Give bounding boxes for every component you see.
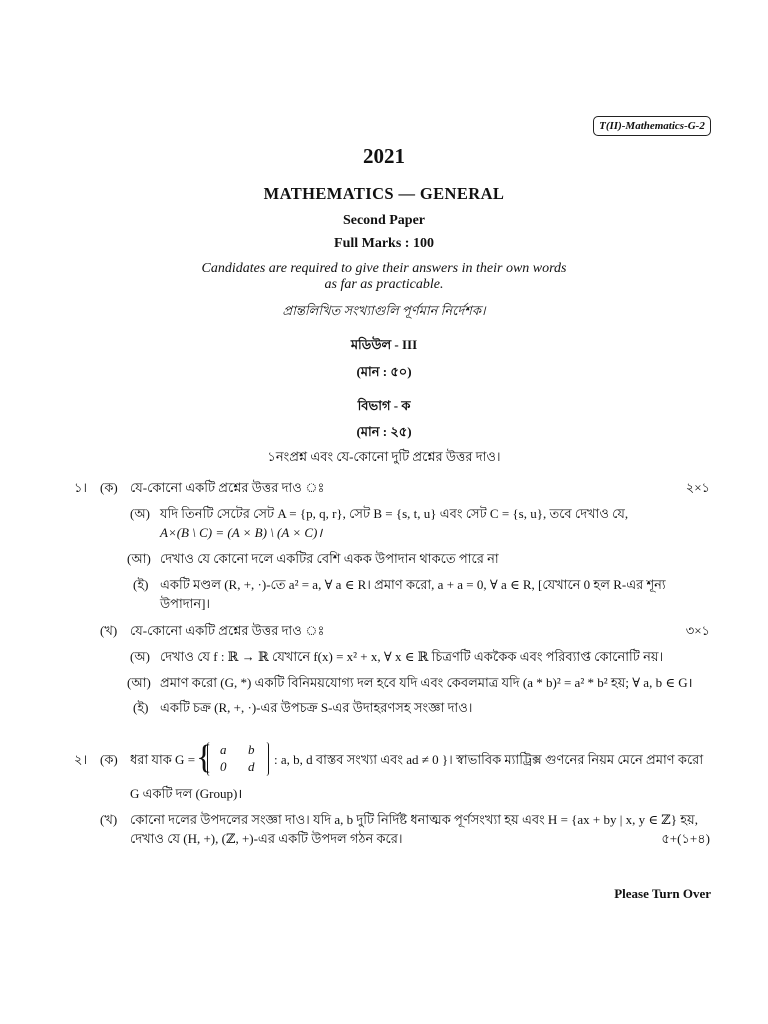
q1b1-label: (অ) <box>130 649 150 664</box>
q1-number: ১। <box>74 480 88 495</box>
q1a-instruction: যে-কোনো একটি প্রশ্নের উত্তর দাও ঃ <box>130 480 325 495</box>
matrix-zero: 0 <box>220 759 227 774</box>
full-marks: Full Marks : 100 <box>334 236 434 251</box>
q1b-label: (খ) <box>100 623 118 638</box>
q2b-label: (খ) <box>100 812 118 827</box>
matrix-element <box>207 742 269 776</box>
q1b3-text: একটি চক্র (R, +, ·)-এর উপচক্র S-এর উদাহরণসহ সংজ্ঞা দাও। <box>160 700 473 715</box>
please-turn-over: Please Turn Over <box>614 886 711 901</box>
q2b-line-1: কোনো দলের উপদলের সংজ্ঞা দাও। যদি a, b দুটি নির্দিষ্ট ধনাত্মক পূর্ণসংখ্যা হয় এবং H = {ax + by | x, y ∈ ℤ} হয়, <box>130 812 698 827</box>
q1b-marks: ৩×১ <box>685 623 710 638</box>
q1b1-text: দেখাও যে f : ℝ → ℝ যেখানে f(x) = x² + x, ∀ x ∈ ℝ চিত্রণটি এককৈক এবং পরিব্যাপ্ত কোনোটি নয়। <box>160 649 664 664</box>
subject-title: MATHEMATICS — GENERAL <box>263 184 505 203</box>
q1b3-label: (ই) <box>133 700 149 715</box>
q1a3-line-2: উপাদান]। <box>160 596 211 611</box>
q1a1-line-1: যদি তিনটি সেটের সেট A = {p, q, r}, সেট B = {s, t, u} এবং সেট C = {s, u}, তবে দেখাও যে, <box>160 506 629 521</box>
q1a1-label: (অ) <box>130 506 150 521</box>
q1a-marks: ২×১ <box>685 480 710 495</box>
q2a-set-definition: ধরা যাক G = <box>130 752 196 767</box>
module-marks: (মান : ৫০) <box>356 364 412 379</box>
q2b-marks: ৫+(১+৪) <box>661 831 710 846</box>
q2a-label: (ক) <box>100 752 118 767</box>
q1b-instruction: যে-কোনো একটি প্রশ্নের উত্তর দাও ঃ <box>130 623 325 638</box>
q1a-label: (ক) <box>100 480 118 495</box>
q2-number: ২। <box>74 752 88 767</box>
q1a2-label: (আ) <box>127 551 151 566</box>
matrix-d: d <box>248 759 255 774</box>
paper-code-box <box>593 116 711 136</box>
q1b2-text: প্রমাণ করো (G, *) একটি বিনিময়যোগ্য দল হবে যদি এবং কেবলমাত্র যদি (a * b)² = a² * b² হয়; ∀ a, b ∈ G। <box>160 675 693 690</box>
section-title: বিভাগ - ক <box>357 398 411 413</box>
instructions <box>0 261 768 293</box>
q1a3-line-1: একটি মণ্ডল (R, +, ·)-তে a² = a, ∀ a ∈ R। প্রমাণ করো, a + a = 0, ∀ a ∈ R, [যেখানে 0 হল R-এর শূন্য <box>160 577 666 592</box>
matrix-b: b <box>248 742 255 757</box>
q1a2-text: দেখাও যে কোনো দলে একটির বেশি একক উপাদান থাকতে পারে না <box>160 551 499 566</box>
q1a3-label: (ই) <box>133 577 149 592</box>
q2a-line-2: G একটি দল (Group)। <box>130 786 243 801</box>
instruction-line-1: Candidates are required to give their answers in their own words <box>201 261 567 276</box>
q1b2-label: (আ) <box>127 675 151 690</box>
exam-year: 2021 <box>363 144 405 168</box>
instruction-line-2: as far as practicable. <box>324 277 444 292</box>
q2a-text: : a, b, d বাস্তব সংখ্যা এবং ad ≠ 0 }। স্বাভাবিক ম্যাট্রিক্স গুণনের নিয়ম মেনে প্রমাণ করো <box>274 752 704 767</box>
q2b-line-2: দেখাও যে (H, +), (ℤ, +)-এর একটি উপদল গঠন করে। <box>130 831 403 846</box>
margin-marks-note: প্রান্তলিখিত সংখ্যাগুলি পূর্ণমান নির্দেশক। <box>282 303 486 318</box>
answer-instruction: ১নংপ্রশ্ন এবং যে-কোনো দুটি প্রশ্নের উত্তর দাও। <box>267 449 501 464</box>
paper-code: T(II)-Mathematics-G-2 <box>599 120 705 132</box>
paper-name: Second Paper <box>342 213 426 228</box>
q1a1-line-2: A×(B \ C) = (A × B) \ (A × C)। <box>160 525 323 540</box>
module-title: মডিউল - III <box>350 337 418 352</box>
set-open-brace: { <box>196 739 213 776</box>
section-marks: (মান : ২৫) <box>356 424 412 439</box>
matrix-a: a <box>220 742 227 757</box>
